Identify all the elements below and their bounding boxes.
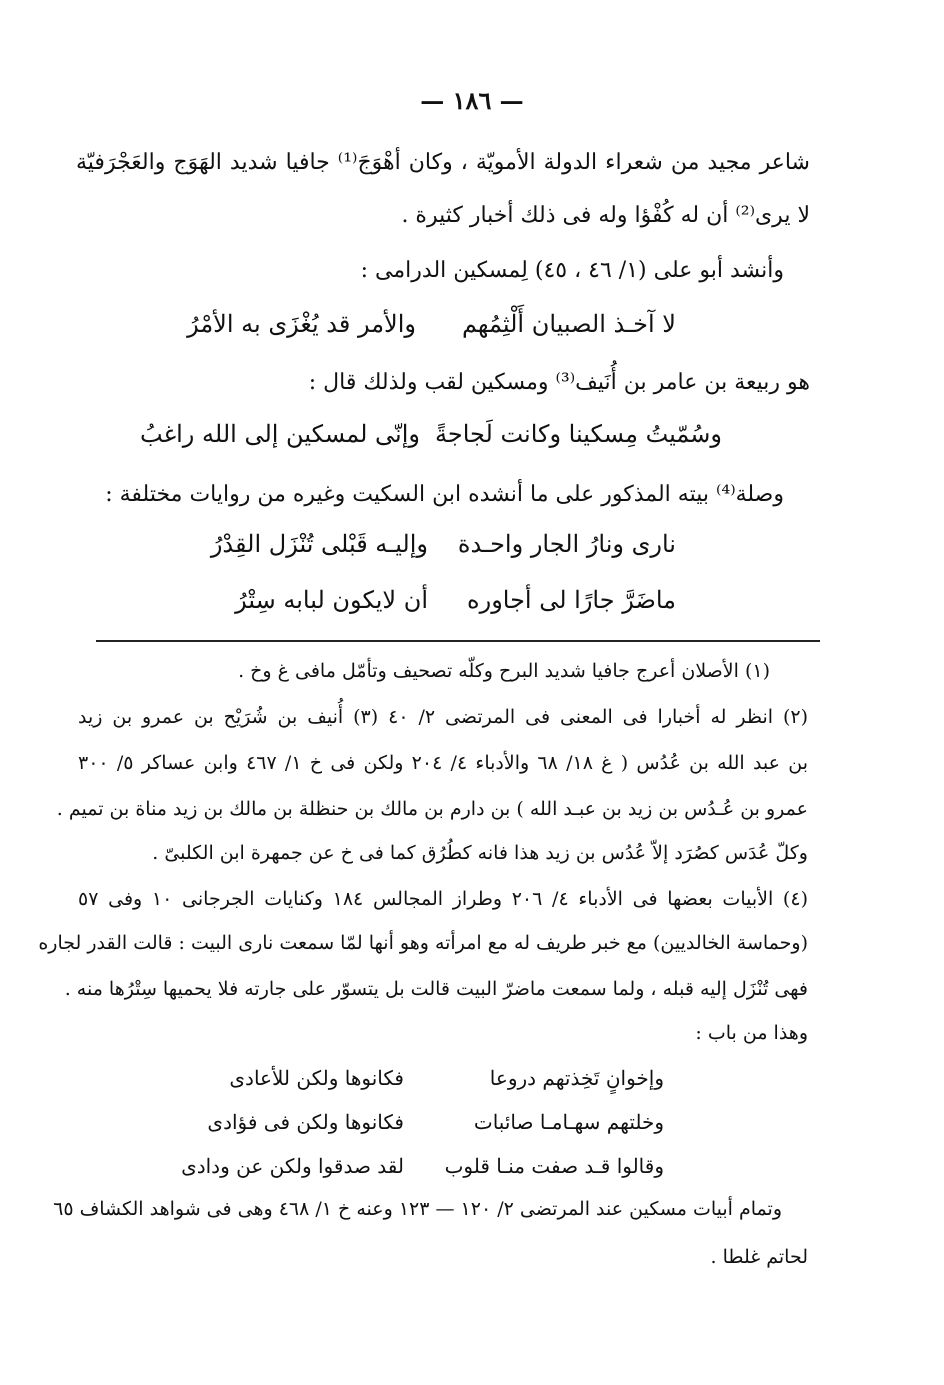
footnote-4-continued-3: وهذا من باب : xyxy=(695,1022,808,1044)
footnote-4-continued-2: فهى تُنْزَل إليه قبله ، ولما سمعت ماضرّ البيت قالت بل يتسوّر على جارته فلا يحميها سِتْرُها منه . xyxy=(64,978,808,1000)
footnote-4-continued-1: (وحماسة الخالديين) مع خبر طريف له مع امرأته وهو أنها لمّا سمعت نارى البيت : قالت القدر لجاره xyxy=(38,932,808,954)
footnote-verse-1-second-hemistich: فكانوها ولكن للأعادى xyxy=(229,1066,404,1090)
verse-4-second-hemistich: أن لايكون لبابه سِتْرُ xyxy=(235,586,428,614)
verse-4 xyxy=(0,586,944,622)
verse-2 xyxy=(0,420,944,456)
footnote-verse-2-first-hemistich: وخلتهم سهـامـا صائبات xyxy=(473,1110,664,1134)
footnote-4: (٤) الأبيات بعضها فى الأدباء ٤/ ٢٠٦ وطراز المجالس ١٨٤ وكنايات الجرجانى ١٠ وفى ٥٧ xyxy=(78,888,808,910)
verse-1-first-hemistich: لا آخـذ الصبيان أَلْثِمُهم xyxy=(461,310,676,338)
page-number: — ١٨٦ — xyxy=(420,86,524,115)
footnote-3-continued-1: بن عبد الله بن عُدُس ( غ ١٨/ ٦٨ والأدباء ٤/ ٢٠٤ ولكن فى خ ١/ ٤٦٧ وابن عساكر ٥/ ٣٠٠ xyxy=(78,752,808,774)
verse-3 xyxy=(0,530,944,566)
verse-3-first-hemistich: نارى ونارُ الجار واحـدة xyxy=(457,530,676,558)
footnote-2-3: (٢) انظر له أخبارا فى المعنى فى المرتضى ٢/ ٤٠ (٣) أُنيف بن شُرَيْح بن عمرو بن زيد xyxy=(78,706,809,728)
footnote-closing-2: لحاتم غلطا . xyxy=(710,1246,808,1268)
body-line-3: وأنشد أبو على (١/ ٤٦ ، ٤٥) لِمسكين الدرامى : xyxy=(360,258,784,283)
footnote-verse-3 xyxy=(0,1154,944,1184)
verse-2-second-hemistich: وإنّى لمسكين إلى الله راغبُ xyxy=(140,420,420,448)
footnote-3-continued-2: عمرو بن عُـدُس بن زيد بن عبـد الله ) بن دارم بن مالك بن حنظلة بن مالك بن زيد مناة بن تميم . xyxy=(56,798,808,820)
body-line-2: لا يرى⁽²⁾ أن له كُفْؤا وله فى ذلك أخبار كثيرة . xyxy=(401,203,810,228)
footnote-verse-3-second-hemistich: لقد صدقوا ولكن عن ودادى xyxy=(181,1154,404,1178)
footnote-verse-1-first-hemistich: وإخوانٍ تَخِذتهم دروعا xyxy=(489,1066,664,1090)
verse-1-second-hemistich: والأمر قد يُغْزَى به الأمْرُ xyxy=(187,310,416,338)
footnote-closing-1: وتمام أبيات مسكين عند المرتضى ٢/ ١٢٠ — ١٢٣ وعنه خ ١/ ٤٦٨ وهى فى شواهد الكشاف ٦٥ xyxy=(53,1198,782,1220)
footnote-verse-2-second-hemistich: فكانوها ولكن فى فؤادى xyxy=(207,1110,404,1134)
verse-1 xyxy=(0,310,944,346)
body-line-4: هو ربيعة بن عامر بن أُنَيف⁽³⁾ ومسكين لقب ولذلك قال : xyxy=(308,370,810,395)
verse-2-first-hemistich: وسُمّيتُ مِسكينا وكانت لَجاجةً xyxy=(435,420,722,448)
verse-3-second-hemistich: وإليـه قَبْلى تُنْزَل القِدْرُ xyxy=(210,530,428,558)
footnote-verse-3-first-hemistich: وقالوا قـد صفت منـا قلوب xyxy=(444,1154,664,1178)
body-line-5: وصلة⁽⁴⁾ بيته المذكور على ما أنشده ابن السكيت وغيره من روايات مختلفة : xyxy=(105,482,784,507)
footnote-divider xyxy=(96,640,820,642)
footnote-3-continued-3: وكلّ عُدَس كصُرَد إلاّ عُدُس بن زيد هذا فانه كطُرُق كما فى خ عن جمهرة ابن الكلبىّ . xyxy=(152,842,808,864)
body-line-1: شاعر مجيد من شعراء الدولة الأمويّة ، وكان أهْوَجَ⁽¹⁾ جافيا شديد الهَوَج والعَجْرَفيّة xyxy=(76,150,810,175)
verse-4-first-hemistich: ماضَرَّ جارًا لى أجاوره xyxy=(467,586,676,614)
footnote-verse-1 xyxy=(0,1066,944,1096)
footnote-verse-2 xyxy=(0,1110,944,1140)
footnote-1: (١) الأصلان أعرج جافيا شديد البرح وكلّه تصحيف وتأمّل مافى غ وخ . xyxy=(238,660,770,682)
